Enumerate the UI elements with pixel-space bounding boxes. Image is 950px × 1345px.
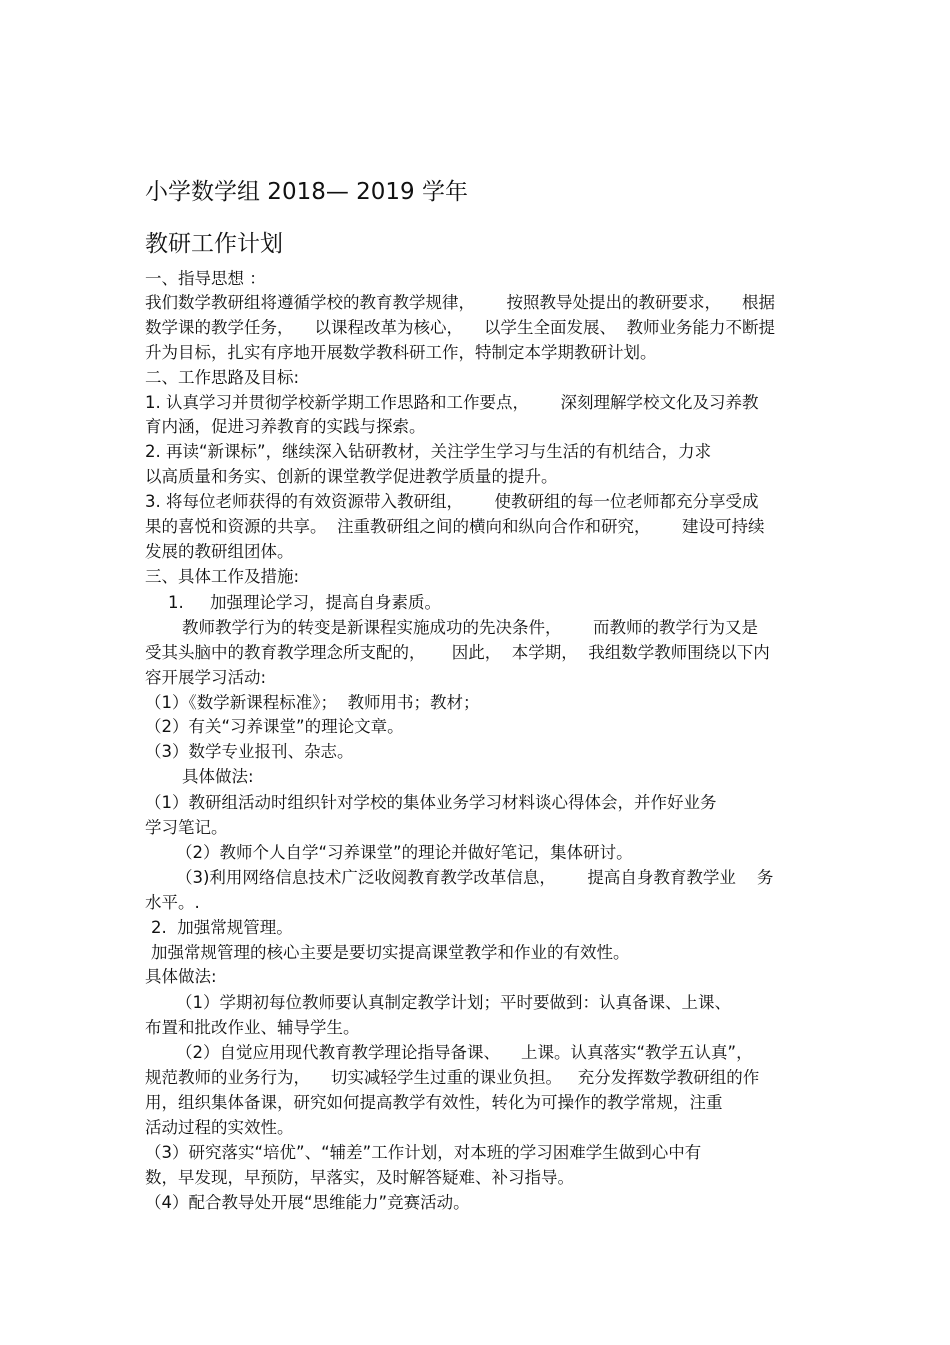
paragraph-line: 2. 再读“新课标”，继续深入钻研教材，关注学生学习与生活的有机结合，力求	[145, 442, 712, 461]
section-heading: 一、指导思想 ：	[145, 269, 266, 288]
document-title-line-1: 小学数学组 2018— 2019 学年	[145, 179, 468, 205]
paragraph-line: 1. 认真学习并贯彻学校新学期工作思路和工作要点， 深刻理解学校文化及习养教	[145, 393, 759, 412]
list-item: （2）有关“习养课堂”的理论文章。	[145, 717, 404, 736]
paragraph-line: 数，早发现，早预防，早落实，及时解答疑难、补习指导。	[145, 1168, 574, 1187]
paragraph-line: 具体做法:	[145, 967, 217, 986]
list-item: （3）数学专业报刊、杂志。	[145, 742, 354, 761]
paragraph-line: 容开展学习活动:	[145, 668, 267, 687]
list-item: （1）教研组活动时组织针对学校的集体业务学习材料谈心得体会，并作好业务	[145, 793, 717, 812]
paragraph-line: 以高质量和务实、创新的课堂教学促进教学质量的提升。	[145, 467, 558, 486]
paragraph-line: 活动过程的实效性。	[145, 1118, 294, 1137]
list-item: （1）《数学新课程标准》； 教师用书；教材；	[145, 693, 480, 712]
list-item: （1）学期初每位教师要认真制定教学计划；平时要做到：认真备课、上课、	[176, 993, 731, 1012]
paragraph-line: 升为目标，扎实有序地开展数学教科研工作，特制定本学期教研计划。	[145, 343, 657, 362]
paragraph-line: 受其头脑中的教育教学理念所支配的， 因此， 本学期， 我组数学教师围绕以下内	[145, 643, 770, 662]
paragraph-line: 具体做法:	[182, 767, 254, 786]
document-title-line-2: 教研工作计划	[145, 231, 283, 257]
paragraph-line: 育内涵，促进习养教育的实践与探索。	[145, 417, 426, 436]
list-item: （3)利用网络信息技术广泛收阅教育教学改革信息， 提高自身教育教学业 务	[176, 868, 774, 887]
list-item: （2）教师个人自学“习养课堂”的理论并做好笔记，集体研讨。	[176, 843, 633, 862]
paragraph-line: 发展的教研组团体。	[145, 542, 294, 561]
section-heading: 三、具体工作及措施:	[145, 567, 300, 586]
paragraph-line: 果的喜悦和资源的共享。 注重教研组之间的横向和纵向合作和研究， 建设可持续	[145, 517, 765, 536]
paragraph-line: 水平。.	[145, 893, 200, 912]
paragraph-line: 加强常规管理的核心主要是要切实提高课堂教学和作业的有效性。	[151, 943, 630, 962]
subsection-heading: 1. 加强理论学习，提高自身素质。	[168, 593, 441, 612]
paragraph-line: 我们数学教研组将遵循学校的教育教学规律， 按照教导处提出的教研要求， 根据	[145, 293, 775, 312]
subsection-heading: 2. 加强常规管理。	[151, 918, 293, 937]
paragraph-line: 学习笔记。	[145, 818, 228, 837]
section-heading: 二、工作思路及目标:	[145, 368, 300, 387]
paragraph-line: 布置和批改作业、辅导学生。	[145, 1018, 360, 1037]
paragraph-line: 用，组织集体备课，研究如何提高教学有效性，转化为可操作的教学常规，注重	[145, 1093, 723, 1112]
paragraph-line: 3. 将每位老师获得的有效资源带入教研组， 使教研组的每一位老师都充分享受成	[145, 492, 759, 511]
paragraph-line: 规范教师的业务行为， 切实减轻学生过重的课业负担。 充分发挥数学教研组的作	[145, 1068, 760, 1087]
list-item: （2）自觉应用现代教育教学理论指导备课、 上课。认真落实“教学五认真”，	[176, 1043, 753, 1062]
list-item: （3）研究落实“培优”、“辅差”工作计划，对本班的学习困难学生做到心中有	[145, 1143, 702, 1162]
paragraph-line: 数学课的教学任务， 以课程改革为核心， 以学生全面发展、 教师业务能力不断提	[145, 318, 775, 337]
list-item: （4）配合教导处开展“思维能力”竞赛活动。	[145, 1193, 470, 1212]
paragraph-line: 教师教学行为的转变是新课程实施成功的先决条件， 而教师的教学行为又是	[182, 618, 758, 637]
